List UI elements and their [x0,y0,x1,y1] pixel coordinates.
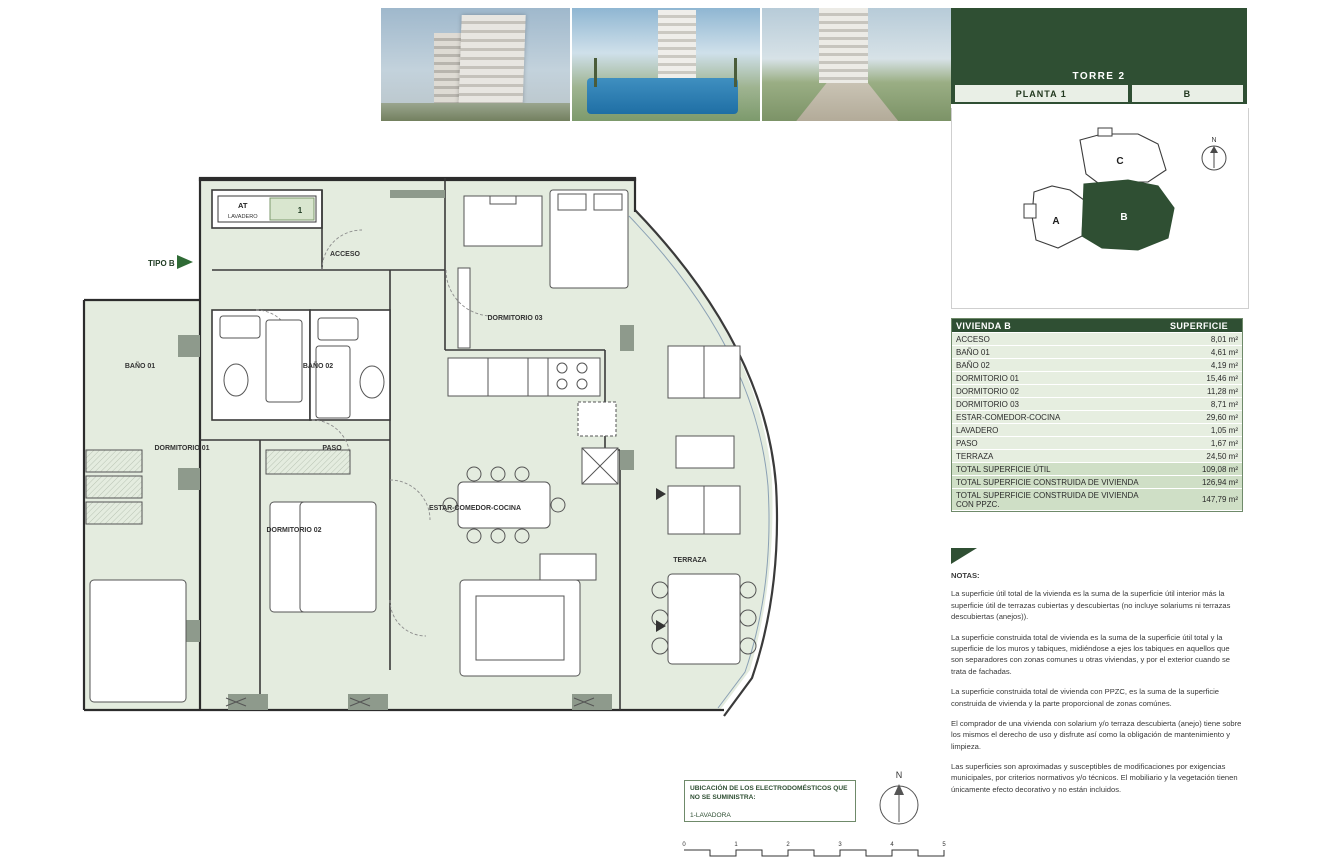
room-name: PASO [952,437,1156,450]
north-compass [872,768,926,830]
table-row [952,398,1242,411]
notes-paragraph: El comprador de una vivienda con solarium y/o terraza descubierta (anejo) tiene sobre los mismos el derecho de uso y disfrute así como la obligación de mantenimiento y limpieza. [951,718,1242,751]
room-area: 1,67 m² [1156,437,1242,450]
scale-tick-label: 1 [734,842,738,848]
room-area: 1,05 m² [1156,424,1242,437]
header-subrow [955,85,1243,102]
photo-palm-icon [734,58,737,87]
room-name: ACCESO [952,333,1156,346]
photo-pool [587,78,738,114]
room-name: BAÑO 02 [952,359,1156,372]
arrow-right-icon [177,255,193,269]
room-name: DORMITORIO 03 [952,398,1156,411]
garden-path-photo [762,8,951,121]
total-area: 147,79 m² [1156,489,1242,511]
lavadero-appliance-tag [218,196,316,222]
notes-paragraph: La superficie construida total de vivienda es la suma de la superficie útil total y la superficie de los muros y tabiques, midiéndose a ejes los tabiques en aquellos que son separadores con zonas comunes u otras viviendas, y por el exterior cuando se trata de fachadas. [951,632,1231,676]
surface-table-column-header: SUPERFICIE [1156,319,1242,333]
photo-building-primary [458,15,526,114]
surface-table [951,318,1243,512]
furniture-terrace [652,346,756,664]
room-label-dormitorio-01: DORMITORIO 01 [154,445,210,452]
bed-dormitorio-01 [90,580,186,702]
room-label-terraza: TERRAZA [673,557,707,564]
photo-building-primary [658,10,696,80]
room-name: DORMITORIO 01 [952,372,1156,385]
surface-table-title: VIVIENDA B [952,319,1156,333]
total-area: 109,08 m² [1156,463,1242,476]
notes-paragraph: La superficie útil total de la vivienda es la suma de la superficie útil interior más la superficie útil de terrazas cubiertas y descubiertas (no incluye solariums ni terrazas descubiertas (anejos)). [951,589,1231,622]
table-row [952,372,1242,385]
table-row [952,333,1242,346]
table-row [952,437,1242,450]
legend-title: UBICACIÓN DE LOS ELECTRODOMÉSTICOS QUE NO SE SUMINISTRA: [690,785,848,801]
room-label-dormitorio-02: DORMITORIO 02 [266,527,322,534]
total-area: 126,94 m² [1156,476,1242,489]
notes-flag-icon [951,548,977,564]
scale-tick-label: 4 [890,842,894,848]
room-name: ESTAR-COMEDOR-COCINA [952,411,1156,424]
tower-header-panel [951,8,1247,104]
room-label-lavadero: LAVADERO [228,214,258,220]
floor-plan [60,150,880,730]
keyplan-label-c: C [1116,156,1124,167]
keyplan-label-b: B [1120,212,1128,223]
photo-path [796,83,898,121]
keyplan-unit-b-shape [1082,180,1174,250]
table-row [952,424,1242,437]
notes-paragraph: Las superficies son aproximadas y susceptibles de modificaciones por exigencias municipales, por criterios normativos y/o técnicos. El mobiliario y la vegetación tienen únicamente efecto decorativo y no están incluidos. [951,762,1238,794]
room-area: 15,46 m² [1156,372,1242,385]
keyplan [951,108,1249,309]
room-area: 4,61 m² [1156,346,1242,359]
room-label-bano-02: BAÑO 02 [302,363,334,370]
legend-item: 1-LAVADORA [690,811,731,819]
table-row [952,411,1242,424]
room-area: 29,60 m² [1156,411,1242,424]
room-label-paso: PASO [322,445,342,452]
scale-tick-label: 2 [786,842,790,848]
total-label: TOTAL SUPERFICIE CONSTRUIDA DE VIVIENDA CON PPZC. [952,489,1156,511]
unit-badge: B [1132,85,1243,102]
room-name: DORMITORIO 02 [952,385,1156,398]
notes-paragraph: La superficie construida total de vivienda con PPZC, es la suma de la superficie construida de vivienda y la parte proporcional de zonas comúnes. [951,687,1220,708]
scale-bar [680,840,950,858]
photo-ground [381,103,570,121]
north-label: N [895,770,903,780]
scale-tick-label: 0 [682,842,686,848]
svg-text:N: N [1211,137,1217,144]
table-total-row [952,476,1242,489]
appliance-number: 1 [297,206,303,215]
photo-palm-icon [594,58,597,87]
total-label: TOTAL SUPERFICIE ÚTIL [952,463,1156,476]
table-row [952,450,1242,463]
room-label-dormitorio-03: DORMITORIO 03 [487,315,543,322]
room-area: 8,01 m² [1156,333,1242,346]
keyplan-label-a: A [1052,216,1060,227]
table-total-row [952,463,1242,476]
tower-exterior-photo [381,8,570,121]
room-label-estar: ESTAR-COMEDOR-COCINA [428,505,522,512]
table-row [952,346,1242,359]
total-label: TOTAL SUPERFICIE CONSTRUIDA DE VIVIENDA [952,476,1156,489]
room-name: BAÑO 01 [952,346,1156,359]
floor-badge: PLANTA 1 [955,85,1128,102]
table-row [952,359,1242,372]
entry-type-tag [148,255,195,269]
room-area: 4,19 m² [1156,359,1242,372]
room-name: LAVADERO [952,424,1156,437]
photo-building-primary [819,8,868,83]
entry-type-label: TIPO B [148,259,175,268]
room-area: 11,28 m² [1156,385,1242,398]
room-area: 8,71 m² [1156,398,1242,411]
appliance-legend-box [684,780,856,822]
photo-strip [381,8,951,121]
room-area: 24,50 m² [1156,450,1242,463]
surface-table-header-row [952,319,1242,333]
table-row [952,385,1242,398]
pool-area-photo [572,8,761,121]
room-name: TERRAZA [952,450,1156,463]
notes-block [951,570,1243,804]
scale-tick-label: 3 [838,842,842,848]
keyplan-north-icon [1202,137,1226,170]
appliance-tag: AT [238,201,248,210]
room-label-bano-01: BAÑO 01 [124,363,156,370]
table-total-row [952,489,1242,511]
scale-tick-label: 5 [942,842,946,848]
tower-title: TORRE 2 [1072,71,1126,82]
bed-dormitorio-02-b [300,502,376,612]
notes-title: NOTAS: [951,571,980,580]
room-label-acceso: ACCESO [330,251,360,258]
